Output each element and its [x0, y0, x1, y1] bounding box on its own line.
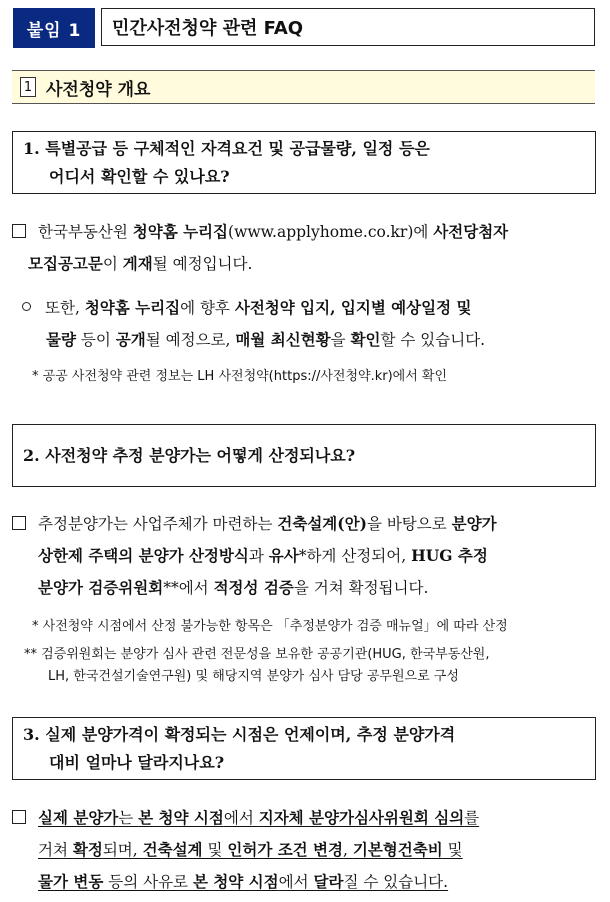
answer-emphasis: 건축설계: [142, 840, 203, 859]
answer-emphasis: 달라: [313, 872, 344, 891]
answer-3: [12, 802, 600, 898]
answer-emphasis: 인허가 조건 변경: [227, 840, 343, 859]
attachment-badge: 붙임 1: [13, 8, 95, 48]
answer-emphasis: 물량: [46, 330, 76, 349]
checkbox-icon: [12, 810, 26, 824]
answer-text: 추정분양가는 사업주체가 마련하는: [38, 515, 278, 533]
answer-text: 할 수 있습니다.: [380, 331, 486, 349]
answer-2-note-2-line-1: ** 검증위원회는 분양가 심사 관련 전문성을 보유한 공공기관(HUG, 한국부동산원,: [24, 647, 490, 662]
answer-emphasis: 물가 변동: [38, 872, 104, 891]
answer-text: 에서: [223, 809, 259, 827]
answer-1: [12, 216, 600, 388]
answer-emphasis: 본 청약 시점: [138, 808, 224, 827]
answer-text: 이: [102, 255, 123, 273]
question-3-line-2: 대비 얼마나 달라지나요?: [49, 753, 225, 772]
answer-text: ,: [342, 841, 353, 859]
answer-2-note-1: * 사전청약 시점에서 산정 불가능한 항목은 「추정분양가 검증 매뉴얼」에 따라 산정: [32, 619, 508, 634]
answer-emphasis: 매월 최신현황: [235, 330, 331, 349]
question-2-box: [12, 424, 596, 487]
answer-text: 등이: [75, 331, 116, 349]
answer-text: 에서: [278, 873, 314, 891]
answer-3-line-2: [12, 834, 600, 866]
answer-2-line-2: [12, 540, 600, 572]
answer-2: [12, 508, 600, 688]
question-1-line-2: 어디서 확인할 수 있나요?: [49, 167, 230, 186]
answer-emphasis: 분양가 검증위원회: [38, 578, 164, 597]
question-2-line-1: 2. 사전청약 추정 분양가는 어떻게 산정되나요?: [23, 445, 356, 465]
answer-emphasis: 기본형건축비: [352, 840, 443, 859]
answer-text: 되며,: [102, 841, 143, 859]
answer-emphasis: HUG 추정: [411, 546, 488, 565]
answer-emphasis: 청약홈 누리집: [84, 298, 181, 317]
document-title-box: [101, 8, 595, 46]
answer-emphasis: 적정성 검증: [213, 578, 294, 597]
document-title: 민간사전청약 관련 FAQ: [112, 18, 304, 39]
answer-3-line-1: [12, 802, 600, 834]
answer-text: 을: [330, 331, 351, 349]
answer-text: 에 향후: [180, 299, 235, 317]
section-title: 사전청약 개요: [46, 79, 151, 100]
answer-emphasis: 지자체 분양가심사위원회 심의: [258, 808, 465, 827]
answer-text: 한국부동산원: [38, 223, 133, 241]
answer-1-sub-line-2: [12, 324, 600, 356]
section-header: [12, 70, 595, 104]
answer-text: 과: [248, 547, 269, 565]
answer-emphasis: 건축설계(안): [277, 514, 367, 533]
answer-1-line-2: [12, 248, 600, 280]
answer-1-note: * 공공 사전청약 관련 정보는 LH 사전청약(https://사전청약.kr)에서 확인: [32, 369, 448, 384]
answer-emphasis: 분양가: [451, 514, 497, 533]
answer-text: 를: [464, 809, 480, 827]
answer-3-line-3: [12, 866, 600, 898]
answer-2-line-3: [12, 572, 600, 604]
answer-text: 을 바탕으로: [366, 515, 452, 533]
answer-1-sub-line-1: [12, 292, 600, 324]
answer-text: 을 거쳐 확정됩니다.: [293, 579, 429, 597]
answer-emphasis: 유사: [268, 546, 299, 565]
answer-emphasis: 확정: [72, 840, 103, 859]
answer-2-note-2-line-2: LH, 한국건설기술연구원) 및 해당지역 분양가 심사 담당 공무원으로 구성: [48, 669, 459, 684]
answer-text: 될 예정입니다.: [152, 255, 253, 273]
answer-emphasis: 청약홈 누리집: [132, 222, 229, 241]
answer-text: 및: [442, 841, 463, 859]
answer-text: 는: [118, 809, 139, 827]
checkbox-icon: [12, 224, 26, 238]
answer-emphasis: 게재: [122, 254, 153, 273]
answer-emphasis: 모집공고문: [28, 254, 103, 273]
answer-text: 거쳐: [38, 841, 73, 859]
answer-text: **에서: [163, 579, 214, 597]
answer-emphasis: 본 청약 시점: [192, 872, 279, 891]
answer-text: *하게 산정되어,: [298, 547, 412, 565]
question-1-box: [12, 131, 596, 194]
answer-text: 등의 사유로: [103, 873, 193, 891]
circle-bullet-icon: [22, 302, 31, 311]
answer-emphasis: 사전당첨자: [433, 222, 509, 241]
answer-text: 질 수 있습니다.: [343, 873, 449, 891]
question-1-line-1: 1. 특별공급 등 구체적인 자격요건 및 공급물량, 일정 등은: [23, 139, 430, 158]
answer-text: 및: [202, 841, 228, 859]
answer-text: 될 예정으로,: [145, 331, 236, 349]
answer-emphasis: 확인: [350, 330, 381, 349]
checkbox-icon: [12, 516, 26, 530]
question-3-line-1: 3. 실제 분양가격이 확정되는 시점은 언제이며, 추정 분양가격: [23, 725, 456, 744]
answer-text: 또한,: [45, 299, 85, 317]
question-3-box: [12, 717, 596, 780]
answer-text: (www.applyhome.co.kr)에: [228, 223, 434, 241]
answer-2-line-1: [12, 508, 600, 540]
answer-emphasis: 실제 분양가: [38, 808, 119, 827]
answer-emphasis: 공개: [115, 330, 146, 349]
answer-emphasis: 사전청약 입지, 입지별 예상일정 및: [234, 298, 472, 317]
section-number: 1: [20, 77, 36, 97]
answer-1-line-1: [12, 216, 600, 248]
answer-emphasis: 상한제 주택의 분양가 산정방식: [38, 546, 249, 565]
